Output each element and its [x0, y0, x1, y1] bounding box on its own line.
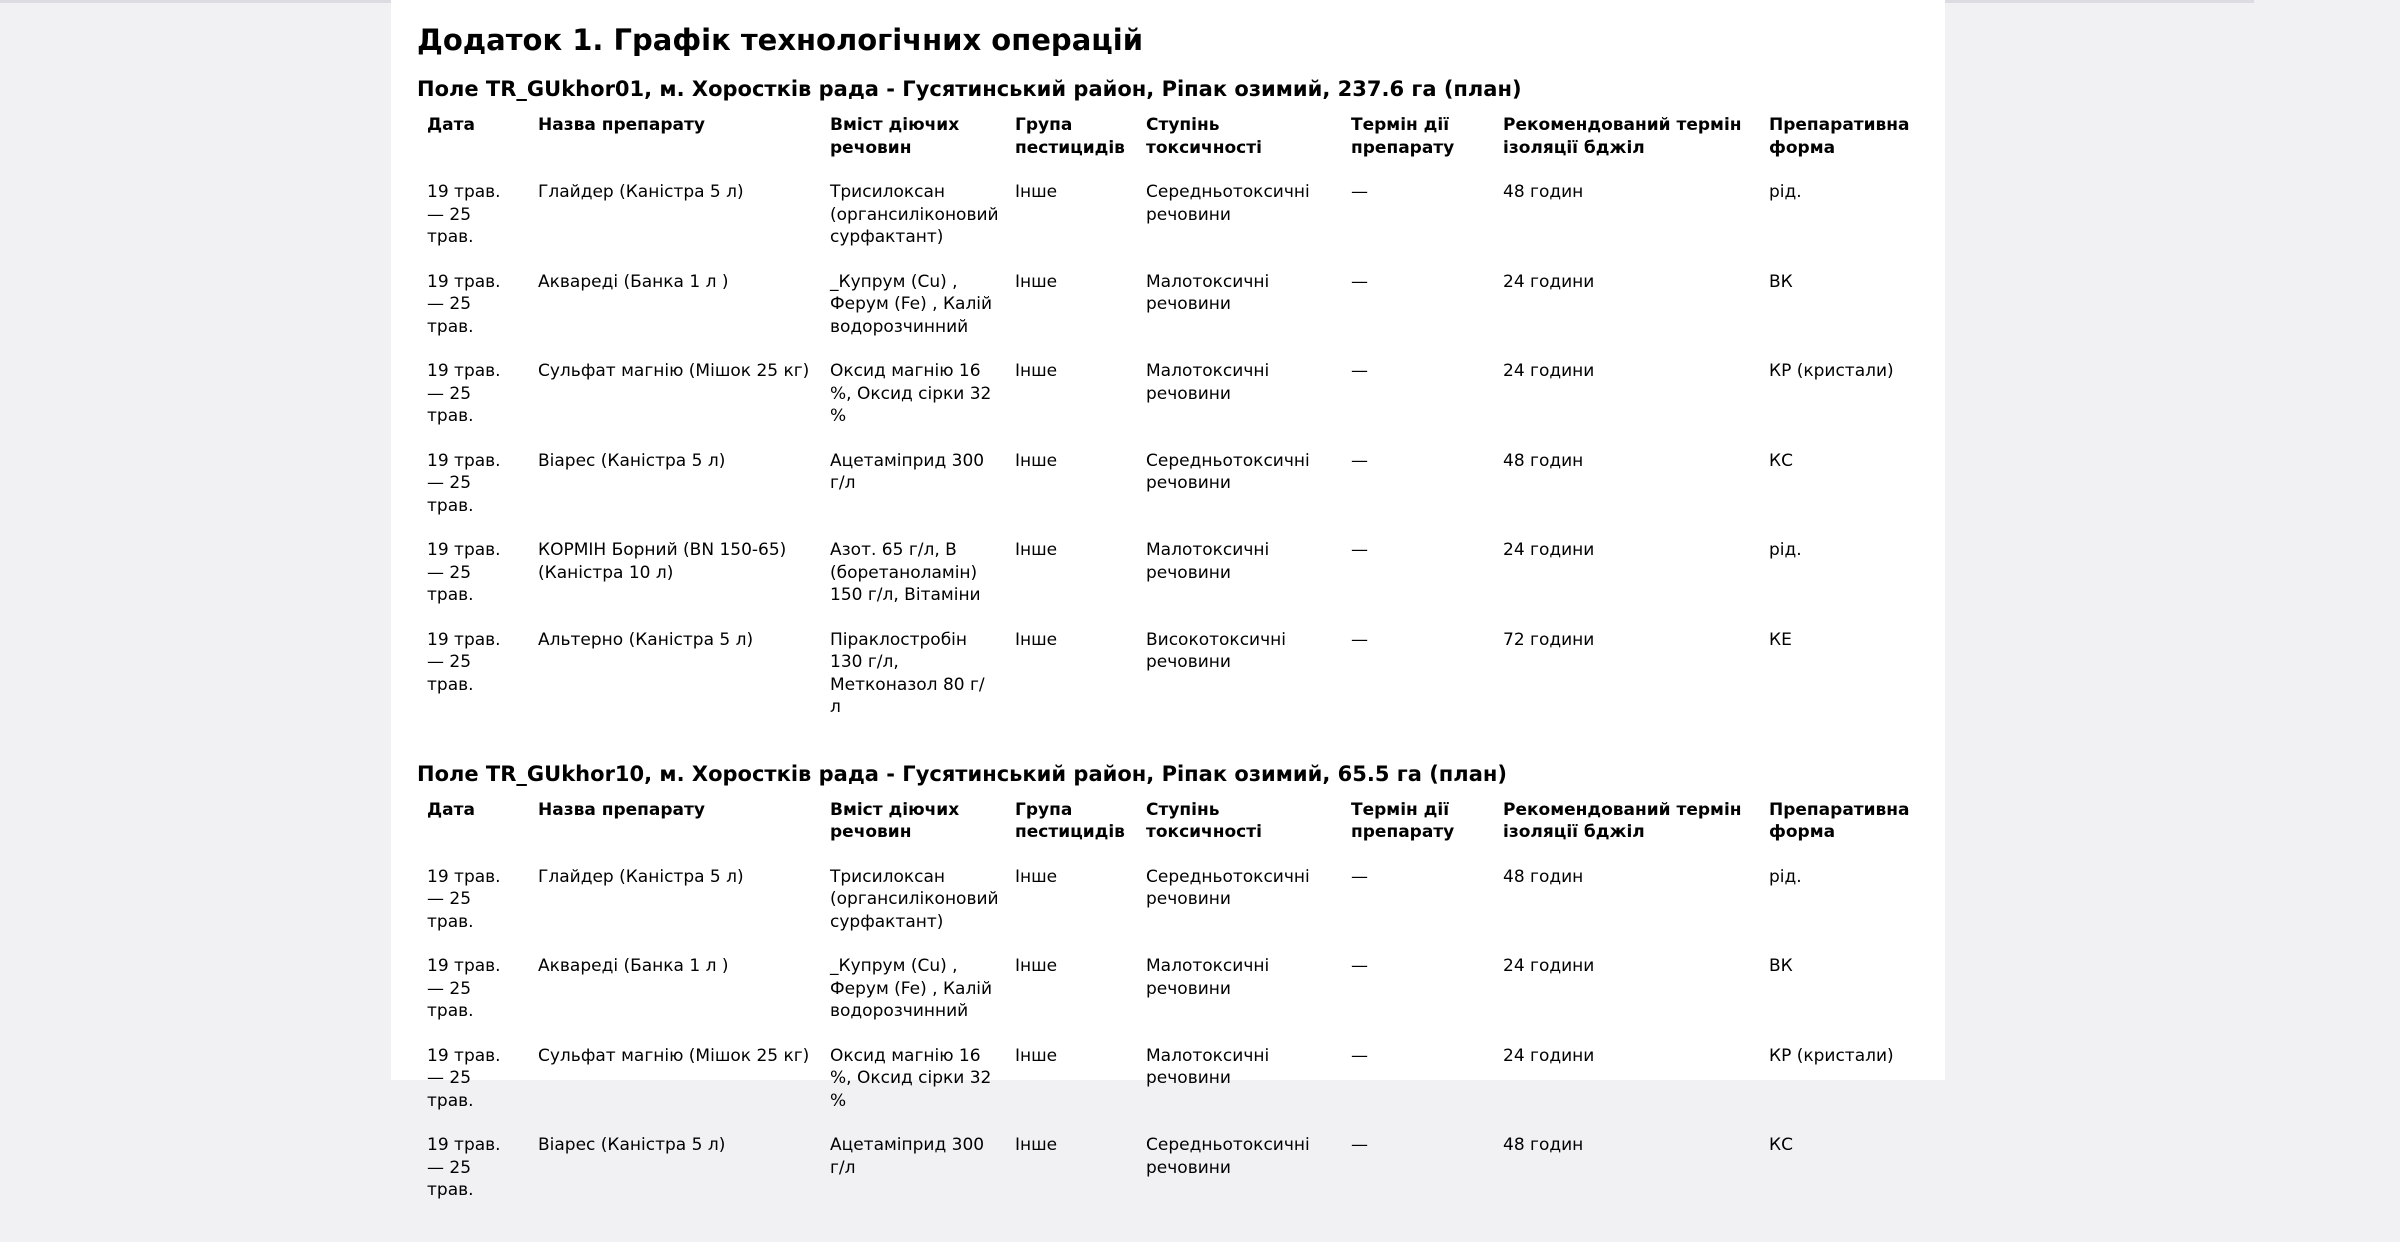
column-header: Рекомендований термін ізоляції бджіл: [1503, 115, 1742, 158]
column-header: Термін дії препарату: [1351, 799, 1455, 842]
table-cell: 19 трав. — 25 трав.: [427, 629, 501, 695]
table-cell: Середньотоксичні речовини: [1146, 1135, 1310, 1178]
column-header: Препаративна форма: [1769, 115, 1910, 158]
column-header: Група пестицидів: [1015, 115, 1125, 158]
column-header: Ступінь токсичності: [1146, 799, 1262, 842]
table-cell: 24 години: [1503, 956, 1595, 976]
table-row: [417, 1128, 1917, 1218]
table-cell: Інше: [1015, 866, 1058, 887]
table-cell: _Купрум (Cu) , Ферум (Fe) , Калій водорозчинний: [830, 956, 993, 1021]
table-cell: Інше: [1015, 271, 1058, 292]
field-section: [417, 74, 1917, 735]
column-header: Вміст діючих речовин: [830, 799, 960, 842]
column-header: Препаративна форма: [1769, 799, 1910, 842]
table-cell: 19 трав. — 25 трав.: [427, 1045, 501, 1111]
table-cell: 19 трав. — 25 трав.: [427, 866, 501, 932]
table-cell: 19 трав. — 25 трав.: [427, 1135, 501, 1200]
table-cell: Високотоксичні речовини: [1146, 629, 1286, 672]
table-row: [417, 354, 1917, 444]
fields-container: [417, 74, 1917, 1218]
table-cell: Аквареді (Банка 1 л ): [538, 956, 729, 976]
table-cell: Інше: [1015, 1045, 1058, 1066]
table-cell: Оксид магнію 16 %, Оксид сірки 32 %: [830, 361, 992, 426]
table-cell: 19 трав. — 25 трав.: [427, 271, 501, 337]
table-cell: Аквареді (Банка 1 л ): [538, 271, 729, 292]
table-cell: Малотоксичні речовини: [1146, 540, 1270, 583]
table-cell: КР (кристали): [1769, 1045, 1894, 1066]
table-cell: —: [1351, 956, 1368, 976]
table-cell: Глайдер (Каністра 5 л): [538, 866, 744, 887]
table-cell: Сульфат магнію (Мішок 25 кг): [538, 361, 810, 381]
table-cell: Інше: [1015, 182, 1058, 202]
table-header-row: [417, 108, 1917, 175]
table-cell: 24 години: [1503, 540, 1595, 560]
field-heading: Поле TR_GUkhor01, м. Хоростків рада - Гусятинський район, Ріпак озимий, 237.6 га (план): [417, 77, 1522, 101]
table-row: [417, 860, 1917, 950]
table-row: [417, 1039, 1917, 1129]
table-row: [417, 444, 1917, 534]
table-cell: Альтерно (Каністра 5 л): [538, 629, 754, 650]
table-row: [417, 533, 1917, 623]
table-cell: 19 трав. — 25 трав.: [427, 540, 501, 605]
table-cell: Сульфат магнію (Мішок 25 кг): [538, 1045, 810, 1066]
column-header: Назва препарату: [538, 115, 705, 135]
table-cell: —: [1351, 361, 1368, 381]
page-title: Додаток 1. Графік технологічних операцій: [417, 23, 1144, 57]
column-header: Рекомендований термін ізоляції бджіл: [1503, 799, 1742, 842]
table-cell: Малотоксичні речовини: [1146, 1045, 1270, 1088]
table-cell: Інше: [1015, 956, 1058, 976]
table-cell: рід.: [1769, 540, 1802, 560]
table-cell: 19 трав. — 25 трав.: [427, 956, 501, 1021]
table-cell: Трисилоксан (органсиліконовий сурфактант): [830, 182, 999, 247]
table-cell: рід.: [1769, 182, 1802, 202]
table-cell: Малотоксичні речовини: [1146, 271, 1270, 314]
table-cell: —: [1351, 540, 1368, 560]
operations-table: [417, 793, 1917, 1218]
table-row: [417, 623, 1917, 735]
table-cell: КОРМІН Борний (BN 150-65) (Каністра 10 л): [538, 540, 787, 583]
table-cell: Малотоксичні речовини: [1146, 361, 1270, 404]
table-cell: ВК: [1769, 271, 1793, 292]
table-cell: Малотоксичні речовини: [1146, 956, 1270, 999]
table-cell: 24 години: [1503, 1045, 1595, 1066]
table-cell: 19 трав. — 25 трав.: [427, 450, 501, 516]
table-cell: 19 трав. — 25 трав.: [427, 361, 501, 426]
table-cell: Оксид магнію 16 %, Оксид сірки 32 %: [830, 1045, 992, 1111]
table-cell: 48 годин: [1503, 182, 1584, 202]
table-cell: КЕ: [1769, 629, 1792, 650]
field-heading: Поле TR_GUkhor10, м. Хоростків рада - Гусятинський район, Ріпак озимий, 65.5 га (план): [417, 761, 1507, 786]
table-cell: Віарес (Каністра 5 л): [538, 1135, 726, 1155]
document-page: [391, 0, 1945, 1200]
column-header: Ступінь токсичності: [1146, 115, 1262, 158]
table-cell: Трисилоксан (органсиліконовий сурфактант): [830, 866, 999, 932]
table-cell: _Купрум (Cu) , Ферум (Fe) , Калій водорозчинний: [830, 271, 993, 337]
table-cell: Глайдер (Каністра 5 л): [538, 182, 744, 202]
table-cell: Інше: [1015, 1135, 1058, 1155]
table-cell: —: [1351, 450, 1368, 471]
column-header: Вміст діючих речовин: [830, 115, 960, 158]
table-cell: Ацетаміприд 300 г/л: [830, 1135, 985, 1178]
table-row: [417, 175, 1917, 265]
column-header: Термін дії препарату: [1351, 115, 1455, 158]
table-cell: КР (кристали): [1769, 361, 1894, 381]
operations-table: [417, 108, 1917, 735]
table-cell: Середньотоксичні речовини: [1146, 450, 1310, 493]
table-cell: Інше: [1015, 361, 1058, 381]
table-cell: 24 години: [1503, 271, 1595, 292]
table-cell: Віарес (Каністра 5 л): [538, 450, 726, 471]
document-content: [417, 20, 1917, 1242]
table-cell: Інше: [1015, 540, 1058, 560]
table-cell: Середньотоксичні речовини: [1146, 182, 1310, 225]
table-cell: КС: [1769, 1135, 1793, 1155]
table-cell: Інше: [1015, 629, 1058, 650]
column-header: Дата: [427, 799, 475, 820]
table-cell: Азот. 65 г/л, B (боретаноламін) 150 г/л, Вітаміни: [830, 540, 981, 605]
table-cell: 72 години: [1503, 629, 1595, 650]
table-cell: 48 годин: [1503, 450, 1584, 471]
table-header-row: [417, 793, 1917, 860]
table-row: [417, 265, 1917, 355]
field-section: [417, 759, 1917, 1218]
column-header: Дата: [427, 115, 475, 135]
table-cell: 19 трав. — 25 трав.: [427, 182, 501, 247]
table-cell: 48 годин: [1503, 866, 1584, 887]
table-row: [417, 949, 1917, 1039]
column-header: Група пестицидів: [1015, 799, 1125, 842]
table-cell: —: [1351, 1135, 1368, 1155]
table-cell: 24 години: [1503, 361, 1595, 381]
table-cell: —: [1351, 271, 1368, 292]
table-cell: 48 годин: [1503, 1135, 1584, 1155]
table-cell: —: [1351, 182, 1368, 202]
table-cell: Середньотоксичні речовини: [1146, 866, 1310, 909]
table-cell: —: [1351, 629, 1368, 650]
table-cell: Інше: [1015, 450, 1058, 471]
table-cell: —: [1351, 1045, 1368, 1066]
table-cell: Піраклостробін 130 г/л, Метконазол 80 г/л: [830, 629, 985, 717]
table-cell: рід.: [1769, 866, 1802, 887]
column-header: Назва препарату: [538, 799, 705, 820]
table-cell: —: [1351, 866, 1368, 887]
table-cell: ВК: [1769, 956, 1793, 976]
table-cell: КС: [1769, 450, 1793, 471]
table-cell: Ацетаміприд 300 г/л: [830, 450, 985, 493]
